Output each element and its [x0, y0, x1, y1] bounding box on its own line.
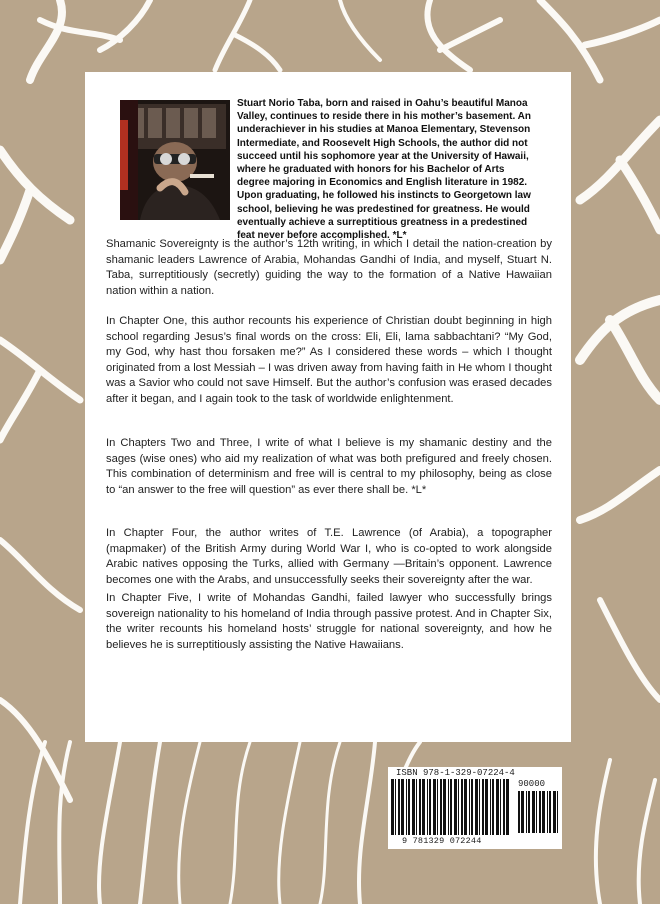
- barcode-bar: [408, 779, 410, 835]
- barcode-bar: [427, 779, 428, 835]
- price-addon-bars: [516, 791, 560, 833]
- barcode-bar: [526, 791, 527, 833]
- barcode-bar: [500, 779, 501, 835]
- price-code: 90000: [518, 779, 546, 789]
- barcode-bar: [464, 779, 467, 835]
- paragraph-chapters-two-three: In Chapters Two and Three, I write of what I believe is my shamanic destiny and the sages (wise ones) who aid my realization of what was both prefigured and freely chosen. This combination of determinism and free will is central to my philosophy, being as close to “an answer to the free will question” as ever there shall be. *L*: [106, 437, 552, 496]
- paragraph-chapter-four: In Chapter Four, the author writes of T.E. Lawrence (of Arabia), a topographer (mapmaker) of the British Army during World War I, who is co-opted to work alongside Arabic natives opposing the Turks, allied with Germany —Britain’s opponent. Lawrence becomes one with the Arabs, and unsuccessfully seeks their sovereignty after the war.: [106, 527, 552, 586]
- isbn-label: ISBN 978-1-329-07224-4: [396, 768, 515, 778]
- barcode-bar: [471, 779, 473, 835]
- back-cover-text-panel: [85, 72, 571, 742]
- barcode-bar: [496, 779, 499, 835]
- barcode-bar: [485, 779, 488, 835]
- barcode-bar: [437, 779, 438, 835]
- barcode-bar: [433, 779, 436, 835]
- author-photo: [120, 100, 230, 220]
- barcode-bar: [406, 779, 407, 835]
- barcode-bar: [528, 791, 530, 833]
- barcode-bar: [557, 791, 558, 833]
- barcode-bar: [479, 779, 480, 835]
- isbn-barcode: [388, 767, 562, 849]
- barcode-bar: [419, 779, 421, 835]
- barcode-bar: [518, 791, 520, 833]
- barcode-bar: [490, 779, 491, 835]
- barcode-bar: [412, 779, 415, 835]
- author-portrait-image: [120, 100, 230, 220]
- barcode-bar: [542, 791, 545, 833]
- paragraph-chapters-five-six: In Chapter Five, I write of Mohandas Gandhi, failed lawyer who successfully brings sovereign nationality to his homeland of India through passive protest. And in Chapter Six, the writer recounts his homeland hosts’ struggle for national sovereignty, and how he believes he is surreptitiously assisting the Native Hawaiians.: [106, 592, 552, 651]
- barcode-bar: [422, 779, 425, 835]
- barcode-bar: [503, 779, 505, 835]
- barcode-bar: [539, 791, 541, 833]
- paragraph-chapter-one: In Chapter One, this author recounts his experience of Christian doubt beginning in high school regarding Jesus’s final words on the cross: Eli, Eli, lama sabbachtani? “My God, my God, why hast thou forsaken me?” As I considered these words – which I thought originated from a lost Messiah – I was driven away from having faith in He whom I thought was a Savior who could not save Himself. But the author’s confusion was erased decades after it began, and I again took to the task of worldwide enlightenment.: [106, 315, 552, 405]
- barcode-bar: [536, 791, 537, 833]
- barcode-bar: [443, 779, 446, 835]
- barcode-bar: [398, 779, 400, 835]
- author-bio: Stuart Norio Taba, born and raised in Oahu’s beautiful Manoa Valley, continues to reside there in his mother’s basement. An underachiever in his studies at Manoa Elementary, Stevenson Intermediate, and Roosevelt High Schools, the author did not succeed until his sophomore year at the University of Hawaii, where he graduated with honors for his Bachelor of Arts degree majoring in Economics and English literature in 1982. Upon graduating, he followed his instincts to Georgetown law school, believing he was predestined for greatness. He would eventually achieve a surreptitious greatness in a predestined feat never before accomplished. *L*: [237, 98, 531, 242]
- barcode-bar: [482, 779, 484, 835]
- barcode-bar: [532, 791, 535, 833]
- barcode-digits: 9 781329 072244: [402, 836, 482, 846]
- barcode-bar: [448, 779, 449, 835]
- barcode-bar: [521, 791, 524, 833]
- barcode-bar: [475, 779, 478, 835]
- barcode-bar: [391, 779, 394, 835]
- barcode-bar: [506, 779, 509, 835]
- barcode-bar: [547, 791, 548, 833]
- barcode-bar: [553, 791, 556, 833]
- paragraph-intro: Shamanic Sovereignty is the author’s 12th writing, in which I detail the nation-creation by shamanic leaders Lawrence of Arabia, Mohandas Gandhi of India, and myself, Stuart N. Taba, surreptitiously (secretly) guiding the way to the formation of a Native Hawaiian nation within a nation.: [106, 238, 552, 297]
- barcode-bar: [450, 779, 452, 835]
- barcode-bar: [458, 779, 459, 835]
- barcode-bar: [454, 779, 457, 835]
- ean-barcode-bars: [389, 779, 511, 835]
- barcode-bar: [469, 779, 470, 835]
- barcode-bar: [440, 779, 442, 835]
- barcode-bar: [492, 779, 494, 835]
- barcode-bar: [401, 779, 404, 835]
- barcode-bar: [395, 779, 396, 835]
- barcode-bar: [549, 791, 551, 833]
- barcode-bar: [461, 779, 463, 835]
- barcode-bar: [416, 779, 417, 835]
- barcode-bar: [429, 779, 431, 835]
